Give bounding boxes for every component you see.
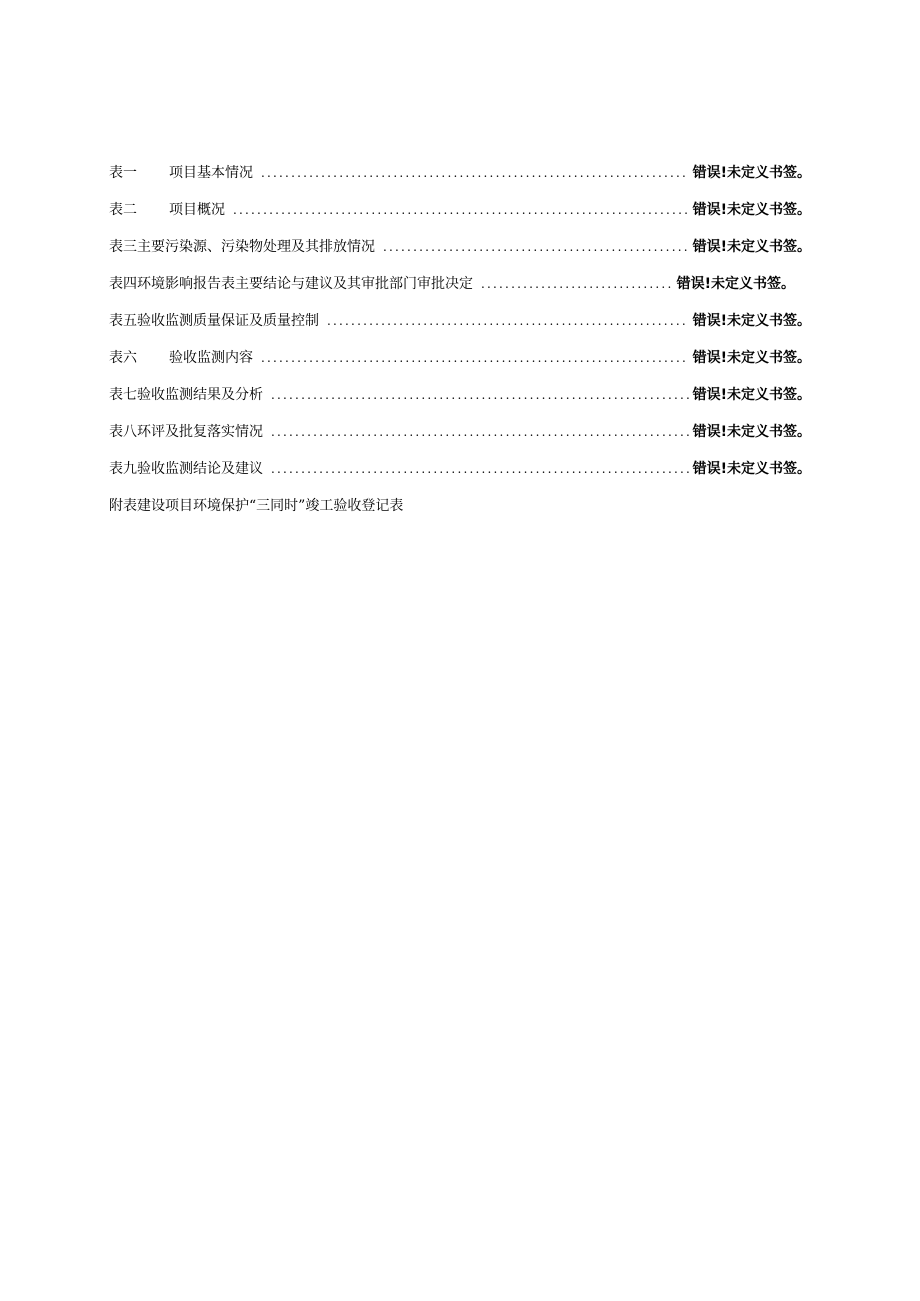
- toc-entry-1[interactable]: [109, 162, 811, 199]
- toc-page-reference: 错误!未定义书签。: [692, 461, 811, 477]
- toc-entry-5[interactable]: [109, 310, 811, 347]
- toc-leader-dots: [271, 388, 689, 402]
- toc-entry-title: 表七验收监测结果及分析: [109, 387, 263, 403]
- toc-entry-label: [109, 310, 319, 330]
- toc-page-reference: 错误!未定义书签。: [692, 202, 811, 218]
- toc-entry-title: 表三主要污染源、污染物处理及其排放情况: [109, 239, 375, 255]
- toc-page-reference: 错误!未定义书签。: [692, 313, 811, 329]
- table-of-contents: [109, 162, 811, 532]
- toc-entry-label: [109, 162, 253, 182]
- toc-entry-number: 表一: [109, 165, 137, 181]
- toc-entry-title: 附表建设项目环境保护“三同时”竣工验收登记表: [109, 498, 404, 514]
- toc-leader-dots: [271, 425, 689, 439]
- toc-entry-title: 表九验收监测结论及建议: [109, 461, 263, 477]
- toc-entry-title: 验收监测内容: [169, 350, 253, 366]
- toc-entry-title: 表五验收监测质量保证及质量控制: [109, 313, 319, 329]
- toc-page-reference: 错误!未定义书签。: [676, 276, 795, 292]
- toc-entry-label: [109, 495, 403, 515]
- toc-entry-number: 表二: [109, 202, 137, 218]
- toc-entry-label: [109, 347, 253, 367]
- toc-page-reference: 错误!未定义书签。: [692, 350, 811, 366]
- toc-entry-2[interactable]: [109, 199, 811, 236]
- toc-entry-label: [109, 421, 263, 441]
- toc-leader-dots: [383, 240, 689, 254]
- toc-leader-dots: [261, 351, 689, 365]
- toc-leader-dots: [327, 314, 689, 328]
- toc-entry-9[interactable]: [109, 458, 811, 495]
- toc-leader-dots: [271, 462, 689, 476]
- toc-entry-label: [109, 458, 263, 478]
- toc-entry-label: [109, 273, 473, 293]
- toc-leader-dots: [261, 166, 689, 180]
- toc-entry-number: 表六: [109, 350, 137, 366]
- toc-entry-label: [109, 199, 225, 219]
- toc-entry-7[interactable]: [109, 384, 811, 421]
- toc-page-reference: 错误!未定义书签。: [692, 239, 811, 255]
- toc-entry-8[interactable]: [109, 421, 811, 458]
- toc-entry-title: 项目基本情况: [169, 165, 253, 181]
- toc-leader-dots: [481, 277, 673, 291]
- toc-entry-label: [109, 384, 263, 404]
- toc-page-reference: 错误!未定义书签。: [692, 387, 811, 403]
- toc-entry-4[interactable]: [109, 273, 795, 310]
- toc-entry-3[interactable]: [109, 236, 811, 273]
- toc-entry-10[interactable]: [109, 495, 811, 532]
- toc-page-reference: 错误!未定义书签。: [692, 424, 811, 440]
- toc-entry-title: 表四环境影响报告表主要结论与建议及其审批部门审批决定: [109, 276, 473, 292]
- toc-entry-title: 项目概况: [169, 202, 225, 218]
- toc-entry-title: 表八环评及批复落实情况: [109, 424, 263, 440]
- toc-leader-dots: [233, 203, 689, 217]
- toc-page-reference: 错误!未定义书签。: [692, 165, 811, 181]
- toc-entry-6[interactable]: [109, 347, 811, 384]
- toc-entry-label: [109, 236, 375, 256]
